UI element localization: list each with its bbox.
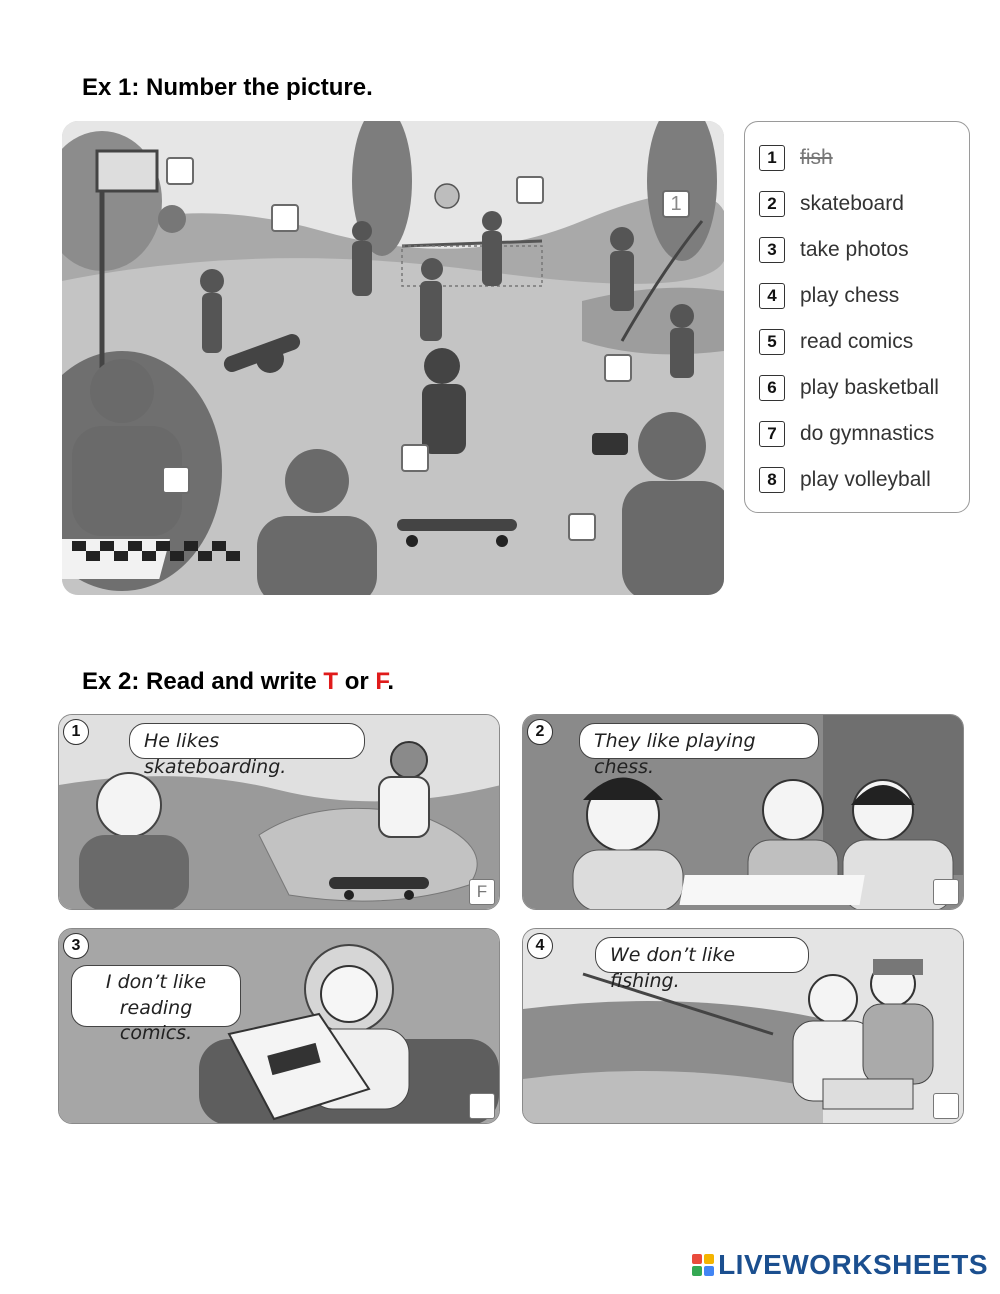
answer-box-chess[interactable]	[162, 466, 190, 494]
word-item	[759, 235, 909, 265]
word-number: 8	[759, 467, 785, 493]
panel-number: 4	[527, 933, 553, 959]
answer-box-basketball[interactable]	[166, 157, 194, 185]
speech-bubble: He likes skateboarding.	[129, 723, 365, 759]
word-label: play chess	[800, 284, 900, 307]
answer-box-reading[interactable]	[604, 354, 632, 382]
tf-answer-box: F	[469, 879, 495, 905]
word-item	[759, 189, 904, 219]
speech-line: reading comics.	[119, 996, 193, 1045]
word-item	[759, 327, 913, 357]
word-item	[759, 373, 939, 403]
logo-mark-icon	[692, 1254, 714, 1276]
answer-box-photos[interactable]	[568, 513, 596, 541]
word-label: play basketball	[800, 376, 939, 399]
word-number: 2	[759, 191, 785, 217]
answer-box-volleyball[interactable]	[516, 176, 544, 204]
word-item	[759, 143, 833, 173]
panel-2	[522, 714, 964, 910]
panel-number: 1	[63, 719, 89, 745]
logo-square	[692, 1266, 702, 1276]
ex2-heading-period: .	[387, 668, 395, 695]
panel-3	[58, 928, 500, 1124]
logo-square	[692, 1254, 702, 1264]
word-number: 5	[759, 329, 785, 355]
ex2-heading	[82, 668, 394, 696]
word-list	[744, 121, 970, 513]
word-label: take photos	[800, 238, 909, 261]
word-label: play volleyball	[800, 468, 931, 491]
tf-answer-box[interactable]	[933, 879, 959, 905]
word-item	[759, 281, 899, 311]
false-letter: F	[375, 668, 388, 695]
word-number: 3	[759, 237, 785, 263]
word-label: do gymnastics	[800, 422, 935, 445]
word-number: 1	[759, 145, 785, 171]
true-letter: T	[323, 668, 339, 695]
answer-box-fishing-example: 1	[662, 190, 690, 218]
ex2-heading-or: or	[338, 668, 376, 695]
tf-answer-box[interactable]	[933, 1093, 959, 1119]
speech-bubble	[71, 965, 241, 1045]
liveworksheets-logo	[692, 1250, 988, 1280]
logo-square	[704, 1254, 714, 1264]
word-number: 4	[759, 283, 785, 309]
panel-4	[522, 928, 964, 1124]
panel-1	[58, 714, 500, 910]
answer-box-skateboard[interactable]	[401, 444, 429, 472]
speech-bubble: They like playing chess.	[579, 723, 819, 759]
ex1-heading: Ex 1: Number the picture.	[82, 74, 373, 101]
speech-line: I don’t like	[105, 971, 207, 993]
word-number: 6	[759, 375, 785, 401]
word-item	[759, 465, 931, 495]
answer-box-gymnastics[interactable]	[271, 204, 299, 232]
word-label: read comics	[800, 330, 914, 353]
word-label: fish	[800, 146, 833, 169]
ex2-heading-text: Ex 2: Read and write	[82, 668, 324, 695]
panel-number: 2	[527, 719, 553, 745]
tf-answer-box[interactable]	[469, 1093, 495, 1119]
word-number: 7	[759, 421, 785, 447]
speech-bubble: We don’t like fishing.	[595, 937, 809, 973]
panel-number: 3	[63, 933, 89, 959]
logo-text: LIVEWORKSHEETS	[718, 1249, 988, 1280]
word-item	[759, 419, 934, 449]
word-label: skateboard	[800, 192, 904, 215]
logo-square	[704, 1266, 714, 1276]
